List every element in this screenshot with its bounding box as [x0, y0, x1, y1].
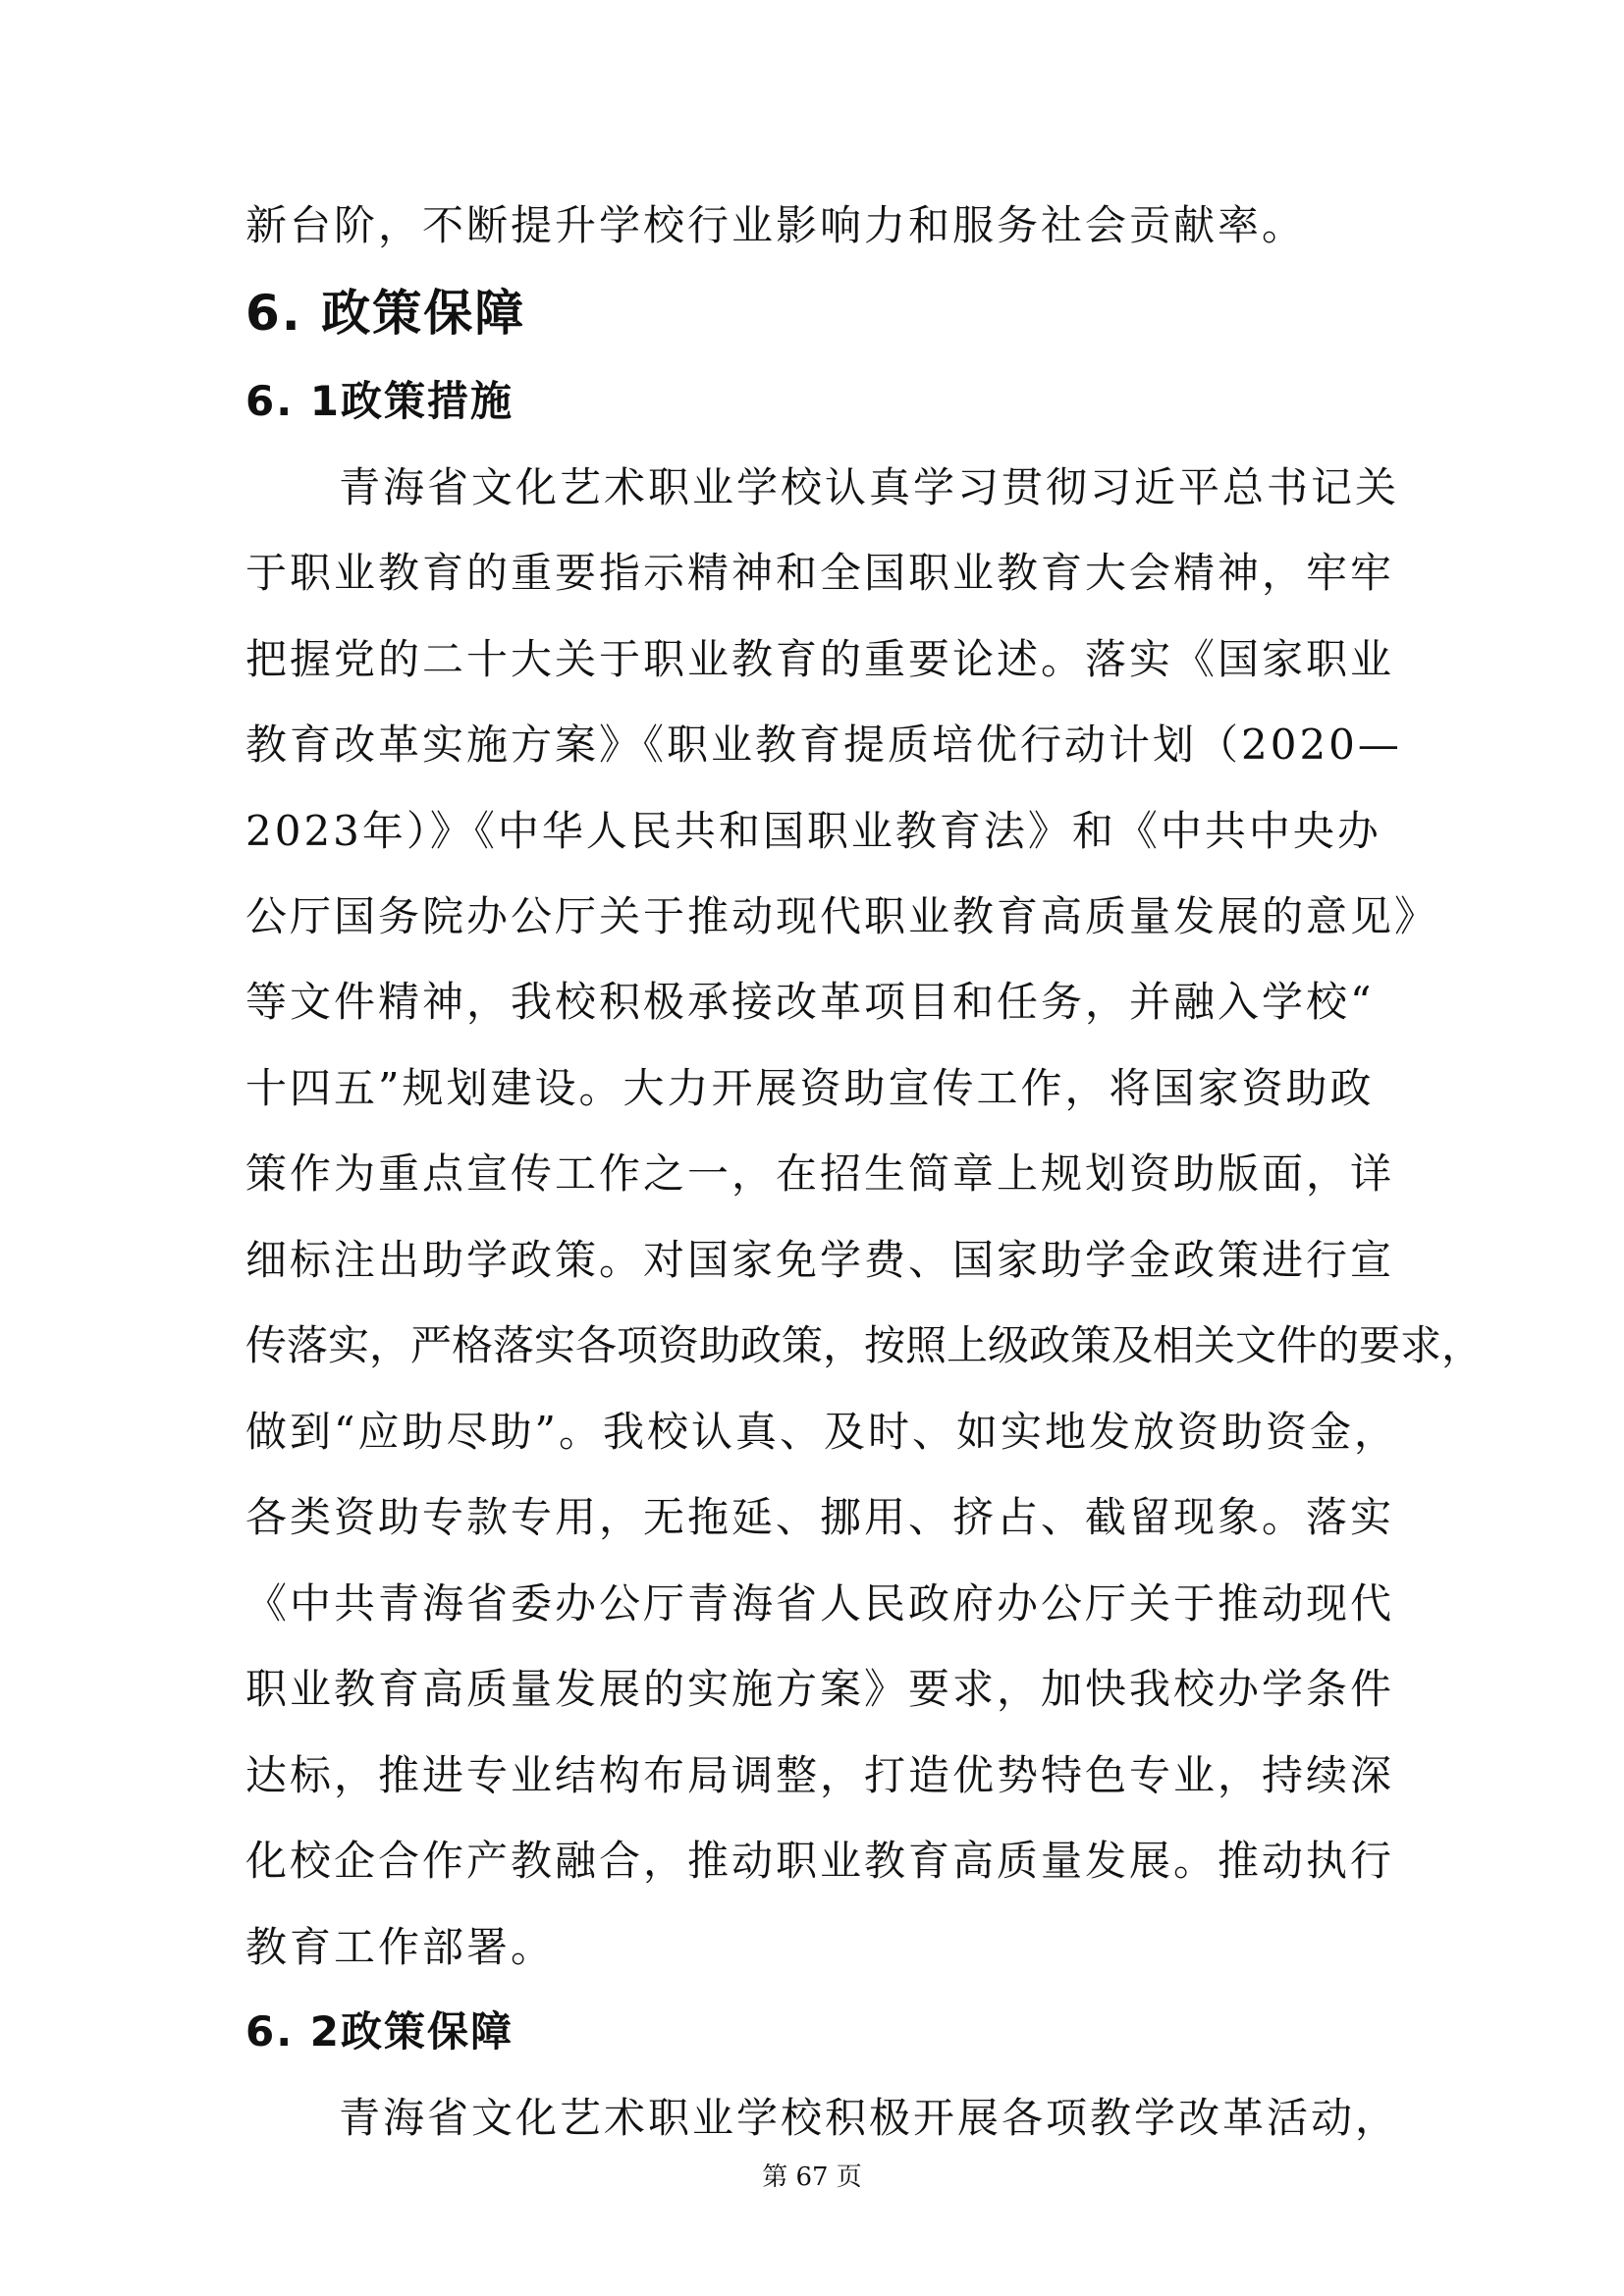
- paragraph-line: 等文件精神，我校积极承接改革项目和任务，并融入学校“: [245, 978, 1375, 1026]
- paragraph-line: 细标注出助学政策。对国家免学费、国家助学金政策进行宣: [245, 1236, 1395, 1284]
- paragraph-line: 公厅国务院办公厅关于推动现代职业教育高质量发展的意见》: [245, 892, 1439, 940]
- paragraph-line: 《中共青海省委办公厅青海省人民政府办公厅关于推动现代: [245, 1579, 1395, 1628]
- paragraph-line: 新台阶，不断提升学校行业影响力和服务社会贡献率。: [245, 201, 1307, 249]
- paragraph-line: 化校企合作产教融合，推动职业教育高质量发展。推动执行: [245, 1837, 1395, 1885]
- subsection-heading-6-2: 6. 2政策保障: [245, 2007, 514, 2056]
- paragraph-line: 2023年）》《中华人民共和国职业教育法》和《中共中央办: [245, 807, 1381, 855]
- paragraph-line: 做到“应助尽助”。我校认真、及时、如实地发放资助资金，: [245, 1408, 1398, 1456]
- paragraph-line: 达标，推进专业结构布局调整，打造优势特色专业，持续深: [245, 1751, 1395, 1799]
- page-number-footer: 第 67 页: [762, 2163, 862, 2192]
- paragraph-line: 各类资助专款专用，无拖延、挪用、挤占、截留现象。落实: [245, 1493, 1395, 1541]
- paragraph-line: 职业教育高质量发展的实施方案》要求，加快我校办学条件: [245, 1665, 1395, 1713]
- paragraph-line: 传落实，严格落实各项资助政策，按照上级政策及相关文件的要求，: [245, 1321, 1484, 1369]
- paragraph-line: 十四五”规划建设。大力开展资助宣传工作，将国家资助政: [245, 1064, 1375, 1112]
- subsection-heading-6-1: 6. 1政策措施: [245, 377, 514, 425]
- paragraph-line: 青海省文化艺术职业学校积极开展各项教学改革活动，: [339, 2094, 1400, 2142]
- paragraph-line: 把握党的二十大关于职业教育的重要论述。落实《国家职业: [245, 635, 1395, 683]
- section-heading-6: 6. 政策保障: [245, 285, 526, 342]
- paragraph-line: 青海省文化艺术职业学校认真学习贯彻习近平总书记关: [339, 463, 1400, 511]
- paragraph-line: 于职业教育的重要指示精神和全国职业教育大会精神，牢牢: [245, 549, 1395, 597]
- paragraph-line: 教育工作部署。: [245, 1923, 556, 1971]
- paragraph-line: 教育改革实施方案》《职业教育提质培优行动计划（2020—: [245, 721, 1402, 769]
- paragraph-line: 策作为重点宣传工作之一，在招生简章上规划资助版面，详: [245, 1149, 1395, 1198]
